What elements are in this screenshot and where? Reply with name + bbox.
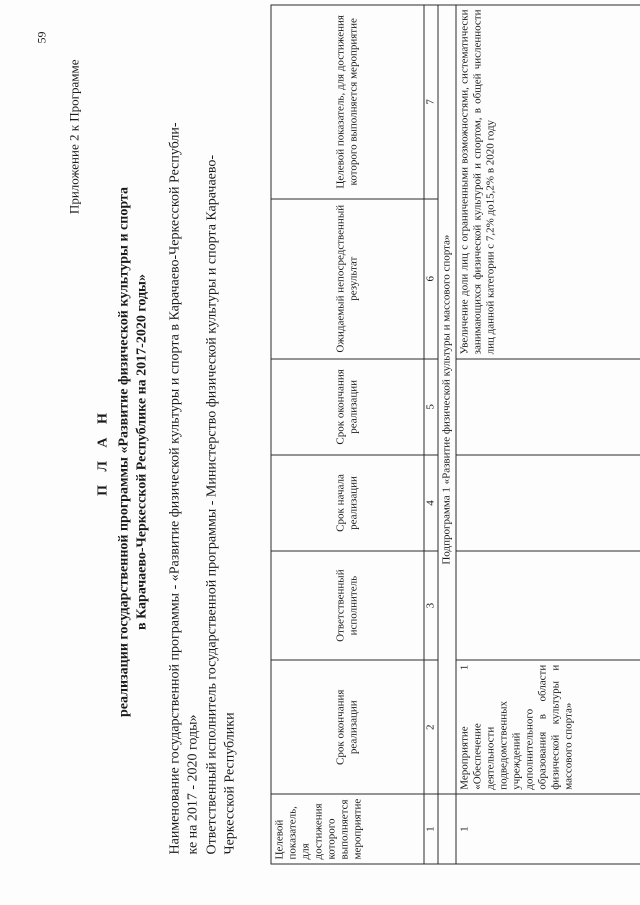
row-cell-1: 1 — [456, 794, 640, 864]
row-cell-6: Увеличение доли лиц с ограниченными возможностями, систематически занимающихся физической культурой и спортом, в общей численности лиц данной категории с 7,2% до15,2% в 2020 году — [456, 5, 640, 359]
executor-line1: Ответственный исполнитель государственной программы - Министерство физической культуры и спорта Карачаево- — [204, 154, 220, 855]
program-name-line1: Наименование государственной программы - «Развитие физической культуры и спорта в Карачаево-Черкесской Республи- — [167, 122, 183, 855]
row-cell-5 — [456, 359, 640, 455]
subprogram-row — [438, 5, 456, 864]
page-number: 59 — [34, 31, 49, 44]
table-row — [456, 5, 640, 864]
table-header-row — [271, 5, 424, 864]
col-number: 1 — [424, 794, 438, 864]
appendix-label: Приложение 2 к Программе — [66, 59, 82, 215]
row-cell-4 — [456, 455, 640, 551]
executor-line2: Черкесской Республики — [222, 712, 238, 855]
col-number: 2 — [424, 660, 438, 794]
column-number-row — [424, 5, 438, 864]
header-expected-result: Ожидаемый непосредственный результат — [271, 199, 424, 359]
plan-table — [271, 5, 640, 865]
header-end-date: Срок окончания реализации — [271, 660, 424, 794]
subprogram-row-number — [438, 794, 456, 864]
header-start-date: Срок начала реализации — [271, 455, 424, 551]
rotated-content — [1, 0, 640, 905]
col-number: 6 — [424, 199, 438, 359]
col-number: 5 — [424, 359, 438, 455]
subprogram-title: Подпрограмма 1 «Развитие физической культуры и массового спорта» — [438, 5, 456, 794]
col-number: 3 — [424, 551, 438, 660]
header-responsible: Ответственный исполнитель — [271, 551, 424, 660]
header-target-indicator-2: Целевой показатель, для достижения которого выполняется мероприятие — [271, 5, 424, 199]
plan-subtitle-line2: в Карачаево-Черкесской Республике на 2017-2020 годы» — [134, 274, 150, 630]
row-cell-3 — [456, 551, 640, 660]
plan-subtitle-line1: реализации государственной программы «Развитие физической культуры и спорта — [116, 187, 132, 717]
program-name-line2: ке на 2017 - 2020 годы» — [185, 714, 201, 855]
plan-title: П Л А Н — [95, 408, 111, 496]
col-number: 7 — [424, 5, 438, 199]
col-number: 4 — [424, 455, 438, 551]
header-target-indicator: Целевой показатель, для достижения которого выполняется мероприятие — [271, 794, 424, 864]
row-cell-2: Мероприятие 1 «Обеспечение деятельности подведомственных учреждений дополнительного образования в области физической культуры и массового спорта» — [456, 660, 640, 794]
header-end-date-2: Срок окончания реализации — [271, 359, 424, 455]
